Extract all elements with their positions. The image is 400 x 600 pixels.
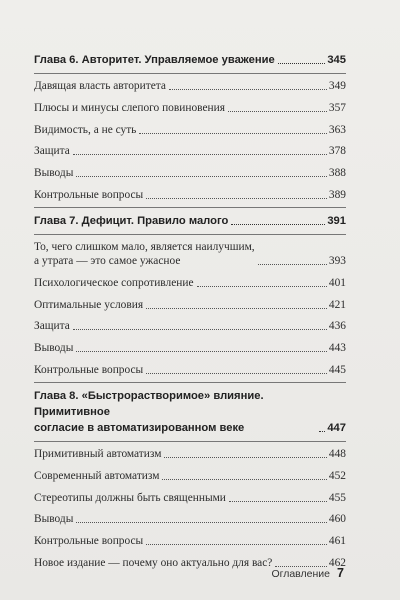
entry-page: 452 [328,469,346,482]
entry-page: 393 [328,254,346,267]
entry-page: 363 [328,123,346,136]
entry-title: Давящая власть авторитета [34,80,166,92]
page-footer [0,566,400,582]
dot-leader [258,264,327,265]
chapter-rule [34,234,346,235]
entry-title: Выводы [34,342,74,355]
entry-title: Контрольные вопросы [34,535,144,548]
toc-chapter-6[interactable] [34,52,346,68]
dot-leader [231,224,325,225]
dot-leader [73,329,327,330]
entry-title-line-2: а утрата — это самое ужасное [34,254,181,267]
dot-leader [146,308,327,309]
dot-leader [229,501,327,502]
entry-title: Видимость, а не суть [34,123,137,136]
dot-leader [73,154,327,155]
toc-chapter-7[interactable] [34,213,346,229]
toc-entry[interactable] [34,144,346,158]
chapter-title: Глава 7. Дефицит. Правило малого [34,214,229,227]
dot-leader [76,522,327,523]
section-divider [34,207,346,208]
dot-leader [162,479,326,480]
entry-page: 461 [328,535,346,548]
toc-entry[interactable] [34,319,346,333]
toc-chapter-8[interactable] [34,388,346,436]
entry-title: Защита [34,145,70,158]
entry-page: 378 [328,145,346,158]
chapter-title [34,388,316,436]
entry-title: Плюсы и минусы слепого повиновения [34,101,225,114]
dot-leader [76,351,327,352]
entry-title: Защита [34,320,70,333]
entry-title: Оптимальные условия [34,298,144,311]
dot-leader [228,111,327,112]
entry-page: 460 [328,513,346,526]
chapter-title: Глава 6. Авторитет. Управляемое уважение [34,54,275,66]
entry-title: Выводы [34,167,74,180]
dot-leader [146,544,327,545]
toc-entry[interactable] [34,101,346,115]
entry-page: 357 [328,101,346,114]
dot-leader [146,198,327,199]
entry-page: 448 [328,447,346,460]
toc-entry-multiline[interactable] [34,240,346,268]
entry-title: Примитивный автоматизм [34,447,162,460]
chapter-page: 391 [327,214,346,227]
toc-entry[interactable] [34,469,346,483]
entry-page: 421 [328,298,346,311]
dot-leader [197,286,327,287]
entry-page: 349 [328,80,346,92]
entry-title-line-1: То, чего слишком мало, является наилучшим, [34,240,255,253]
running-footer-label: Оглавление [271,568,330,580]
toc-entry[interactable] [34,341,346,355]
entry-page: 401 [328,276,346,289]
dot-leader [169,89,327,90]
entry-title: Новое издание — почему оно актуально для вас? [34,556,273,569]
toc-entry[interactable] [34,298,346,312]
toc-entry[interactable] [34,363,346,377]
chapter-title-line-1: Глава 8. «Быстрорастворимое» влияние. Примитивное [34,389,264,418]
page-number: 7 [337,566,344,580]
chapter-page: 345 [327,54,346,66]
table-of-contents [34,52,346,578]
entry-page: 436 [328,320,346,333]
entry-title: Контрольные вопросы [34,363,144,376]
entry-page: 462 [328,556,346,569]
chapter-page: 447 [327,421,346,434]
entry-title: Выводы [34,513,74,526]
dot-leader [164,457,326,458]
entry-title: Контрольные вопросы [34,188,144,201]
toc-entry[interactable] [34,534,346,548]
toc-entry[interactable] [34,123,346,137]
chapter-rule [34,73,346,74]
toc-entry[interactable] [34,276,346,290]
toc-entry[interactable] [34,512,346,526]
entry-page: 388 [328,167,346,180]
toc-entry[interactable] [34,188,346,202]
dot-leader [319,431,325,432]
dot-leader [146,373,327,374]
entry-title: Психологическое сопротивление [34,276,194,289]
toc-entry[interactable] [34,79,346,93]
chapter-title-line-2: согласие в автоматизированном веке [34,421,245,434]
chapter-rule [34,441,346,442]
entry-title [34,240,255,268]
entry-page: 443 [328,342,346,355]
entry-page: 455 [328,491,346,504]
dot-leader [139,133,327,134]
entry-title: Современный автоматизм [34,469,160,482]
toc-entry[interactable] [34,491,346,505]
dot-leader [76,176,327,177]
section-divider [34,382,346,383]
entry-page: 389 [328,188,346,201]
toc-entry[interactable] [34,166,346,180]
entry-title: Стереотипы должны быть священными [34,491,226,504]
entry-page: 445 [328,363,346,376]
dot-leader [278,63,326,64]
toc-entry[interactable] [34,447,346,461]
